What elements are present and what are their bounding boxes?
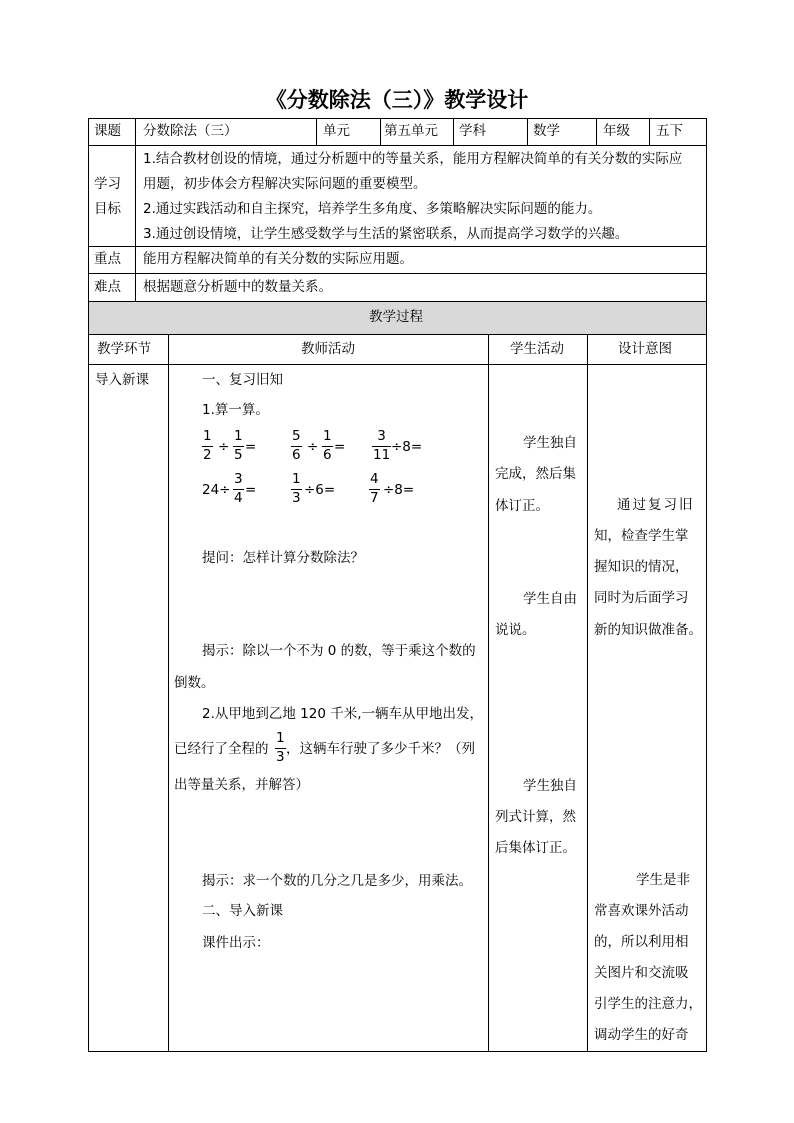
objectives-label: 学习	[94, 176, 121, 192]
table-border	[316, 118, 317, 146]
fraction: 1 5	[234, 428, 243, 463]
student-activity: 列式计算，然	[495, 809, 576, 825]
problem-text: 出等量关系，并解答）	[174, 777, 309, 793]
table-border	[88, 273, 707, 274]
column-header-teacher: 教师活动	[301, 341, 355, 357]
fraction: 3 4	[234, 471, 243, 506]
table-border	[527, 118, 528, 146]
table-border	[596, 118, 597, 146]
design-intent: 引学生的注意力，	[594, 996, 702, 1012]
column-header-student: 学生活动	[510, 341, 564, 357]
lesson-label: 课题	[94, 123, 121, 139]
table-border	[380, 118, 381, 146]
calc-heading: 1.算一算。	[202, 402, 269, 418]
operator: ÷	[218, 439, 230, 455]
problem-text: ，这辆车行驶了多少千米？（列	[286, 741, 475, 757]
fraction: 5 6	[292, 428, 301, 463]
table-border	[88, 118, 707, 119]
table-border	[88, 301, 707, 302]
question-text: 提问：怎样计算分数除法？	[202, 550, 364, 566]
objective-line: 用题，初步体会方程解决实际问题的重要模型。	[143, 176, 427, 192]
process-heading: 教学过程	[369, 309, 423, 325]
design-intent: 学生是非	[636, 872, 690, 888]
table-border	[168, 334, 169, 1052]
unit-label: 单元	[323, 123, 350, 139]
page-title: 《分数除法（三）》教学设计	[265, 87, 529, 112]
objective-line: 2.通过实践活动和自主探究，培养学生多角度、多策略解决实际问题的能力。	[143, 201, 602, 217]
table-border	[706, 118, 707, 1052]
table-border	[88, 246, 707, 247]
design-intent: 握知识的情况，	[594, 559, 689, 575]
equals: =	[334, 439, 346, 455]
fraction: 3 11	[373, 428, 391, 463]
fraction: 4 7	[370, 471, 379, 506]
operator: ÷	[307, 439, 319, 455]
expression-tail: ÷8=	[383, 482, 415, 498]
design-intent: 常喜欢课外活动	[594, 903, 689, 919]
column-header-intent: 设计意图	[618, 341, 672, 357]
column-header-stage: 教学环节	[97, 341, 151, 357]
courseware-text: 课件出示：	[202, 935, 270, 951]
student-activity: 完成，然后集	[495, 466, 576, 482]
design-intent: 通过复习旧	[617, 497, 695, 513]
table-border	[488, 334, 489, 1052]
table-border	[88, 145, 707, 146]
reveal-text: 揭示：求一个数的几分之几是多少，用乘法。	[202, 873, 472, 889]
subject-value: 数学	[533, 123, 560, 139]
objective-line: 1.结合教材创设的情境，通过分析题中的等量关系，能用方程解决简单的有关分数的实际应	[143, 151, 683, 167]
lesson-value: 分数除法（三）	[143, 123, 238, 139]
design-intent: 知，检查学生掌	[594, 528, 689, 544]
student-activity: 学生自由	[523, 591, 577, 607]
key-point-label: 重点	[94, 251, 121, 267]
table-border	[649, 118, 650, 146]
subject-label: 学科	[459, 123, 486, 139]
table-border	[88, 364, 707, 365]
fraction: 1 6	[323, 428, 332, 463]
table-border	[88, 1051, 707, 1052]
difficulty-value: 根据题意分析题中的数量关系。	[143, 279, 332, 295]
equals: =	[245, 439, 257, 455]
grade-value: 五下	[656, 123, 683, 139]
student-activity: 说说。	[495, 622, 536, 638]
unit-value: 第五单元	[384, 123, 438, 139]
fraction: 1 3	[276, 730, 285, 765]
equals: =	[245, 482, 257, 498]
table-border	[587, 334, 588, 1052]
objective-line: 3.通过创设情境，让学生感受数学与生活的紧密联系，从而提高学习数学的兴趣。	[143, 226, 629, 242]
fraction: 1 2	[203, 428, 212, 463]
difficulty-label: 难点	[94, 279, 121, 295]
design-intent: 的，所以利用相	[594, 934, 689, 950]
student-activity: 体订正。	[495, 498, 549, 514]
intro-heading: 二、导入新课	[202, 903, 283, 919]
table-border	[453, 118, 454, 146]
fraction: 1 3	[292, 471, 301, 506]
expression-head: 24÷	[202, 482, 231, 498]
review-heading: 一、复习旧知	[202, 372, 283, 388]
design-intent: 关图片和交流吸	[594, 965, 689, 981]
design-intent: 调动学生的好奇	[594, 1027, 689, 1043]
stage-label: 导入新课	[95, 372, 149, 388]
problem-text: 2.从甲地到乙地 120 千米,一辆车从甲地出发，	[202, 706, 484, 722]
table-border	[88, 118, 89, 1052]
student-activity: 后集体订正。	[495, 840, 576, 856]
student-activity: 学生独自	[523, 778, 577, 794]
table-border	[88, 334, 707, 335]
expression-tail: ÷8=	[391, 439, 423, 455]
design-intent: 同时为后面学习	[594, 590, 689, 606]
objectives-label: 目标	[94, 201, 121, 217]
key-point-value: 能用方程解决简单的有关分数的实际应用题。	[143, 251, 413, 267]
reveal-text: 倒数。	[174, 675, 215, 691]
reveal-text: 揭示：除以一个不为 0 的数，等于乘这个数的	[202, 643, 476, 659]
design-intent: 新的知识做准备。	[594, 622, 702, 638]
table-border	[135, 118, 136, 302]
student-activity: 学生独自	[523, 435, 577, 451]
expression-tail: ÷6=	[304, 482, 336, 498]
grade-label: 年级	[603, 123, 630, 139]
problem-text: 已经行了全程的	[174, 741, 269, 757]
